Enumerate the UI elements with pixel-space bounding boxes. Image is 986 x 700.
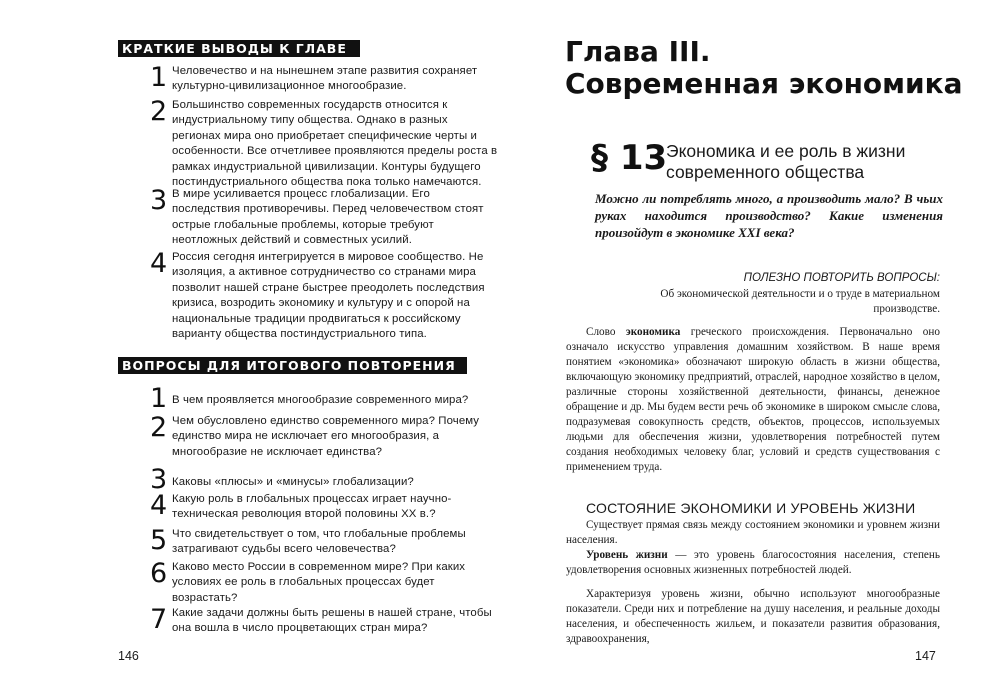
paragraph-link: Существует прямая связь между состоянием экономики и уровнем жизни населения. [566,519,940,546]
conclusion-2 [150,98,498,190]
question-text: Что свидетельствует о том, что глобальные проблемы затрагивают судьбы всего человечества? [172,528,466,556]
question-number: 1 [150,383,168,414]
conclusion-number: 1 [150,62,168,93]
question-text: Какие задачи должны быть решены в нашей стране, чтобы она вошла в число процветающих стран мира? [172,607,492,635]
conclusion-text: Человечество и на нынешнем этапе развития сохраняет культурно-цивилизационное многообразие. [172,65,478,93]
question-number: 2 [150,412,168,443]
conclusion-4 [150,250,498,342]
paragraph-text: — это уровень благосостояния населения, степень удовлетворения основных жизненных потребностей людей. [566,549,940,576]
question-6 [150,560,498,606]
review-note: Об экономической деятельности и о труде в материальном производстве. [660,288,940,315]
right-page [493,0,986,700]
conclusion-number: 3 [150,185,168,216]
conclusion-number: 2 [150,96,168,127]
question-text: Каково место России в современном мире? При каких условиях ее роль в глобальных процессах будет возрастать? [172,561,466,604]
review-questions-heading: ВОПРОСЫ ДЛЯ ИТОГОВОГО ПОВТОРЕНИЯ [118,357,467,374]
question-text: Какую роль в глобальных процессах играет научно-техническая революция второй половины XX в.? [172,493,452,521]
subheading: СОСТОЯНИЕ ЭКОНОМИКИ И УРОВЕНЬ ЖИЗНИ [586,500,916,516]
conclusion-1 [150,64,498,95]
question-2 [150,414,498,460]
section-number: § 13 [591,138,668,178]
term-living-standard: Уровень жизни [586,549,668,561]
review-heading: ПОЛЕЗНО ПОВТОРИТЬ ВОПРОСЫ: [743,272,940,284]
question-number: 4 [150,490,168,521]
chapter-title-line1: Глава III. [565,35,711,68]
question-7 [150,606,498,637]
paragraph-economy-definition [566,325,940,475]
paragraph-indicators: Характеризуя уровень жизни, обычно используют многообразные показатели. Среди них и потребление на душу населения, и реальные доходы населения, и обеспеченность жильем, и показатели развития образования, здравоохранения, [566,588,940,645]
conclusion-text: Большинство современных государств относится к индустриальному типу общества. Однако в разных регионах мира оно приобретает специфические черты и особенности. Все отчетливее проявляются пределы роста в рамках индустриальной цивилизации. Контуры будущего постиндустриального общества пока только намечаются. [172,99,498,189]
conclusion-number: 4 [150,248,168,279]
page-number: 147 [915,649,936,663]
page-number: 146 [118,649,139,663]
question-number: 6 [150,558,168,589]
question-number: 5 [150,525,168,556]
question-number: 7 [150,604,168,635]
question-number: 3 [150,464,168,495]
chapter-title-line2: Современная экономика [565,67,963,100]
term-economy: экономика [625,326,681,338]
conclusion-text: В мире усиливается процесс глобализации. Его последствия противоречивы. Перед человечеством стоят острые глобальные проблемы, которые требуют неотложных действий и совместных усилий. [172,188,484,247]
conclusion-3 [150,187,498,249]
paragraph-prefix: Слово [586,326,626,338]
paragraph-text: греческого происхождения. Первоначально оно означало искусство управления домашним хозяйством. В наше время понятием «экономика» обозначают широкую область в жизни общества, включающую экономику предприятий, отраслей, народное хозяйство в целом, различные стороны хозяйственной деятельности, финансы, денежное обращение и др. Мы будем вести речь об экономике в широком смысле слова, подразумевая совокупность средств, объектов, процессов, используемых людьми для обеспечения жизни, удовлетворения потребностей путем создания необходимых человеку благ, условий и средств существования с применением труда. [566,326,940,473]
question-3 [150,464,498,495]
section-title: Экономика и ее роль в жизни современного общества [666,141,906,182]
paragraph-living-standard [566,548,940,578]
summary-heading: КРАТКИЕ ВЫВОДЫ К ГЛАВЕ [118,40,360,57]
question-text: Каковы «плюсы» и «минусы» глобализации? [172,476,414,488]
conclusion-text: Россия сегодня интегрируется в мировое сообщество. Не изоляция, а активное сотрудничество со странами мира позволит нашей стране быстрее преодолеть последствия кризиса, возродить экономику и культуру и с опорой на национальные традиции продвигаться к российскому варианту общества постиндустриального типа. [172,251,485,341]
intro-questions: Можно ли потреблять много, а производить мало? В чьих руках находится производство? Какие изменения произойдут в экономике XXI века? [595,191,943,240]
question-4 [150,492,498,523]
question-text: В чем проявляется многообразие современного мира? [172,394,469,406]
question-5 [150,527,498,558]
question-1 [150,383,498,414]
question-text: Чем обусловлено единство современного мира? Почему единство мира не исключает его многообразия, а многообразие не исключает единства? [172,415,480,458]
